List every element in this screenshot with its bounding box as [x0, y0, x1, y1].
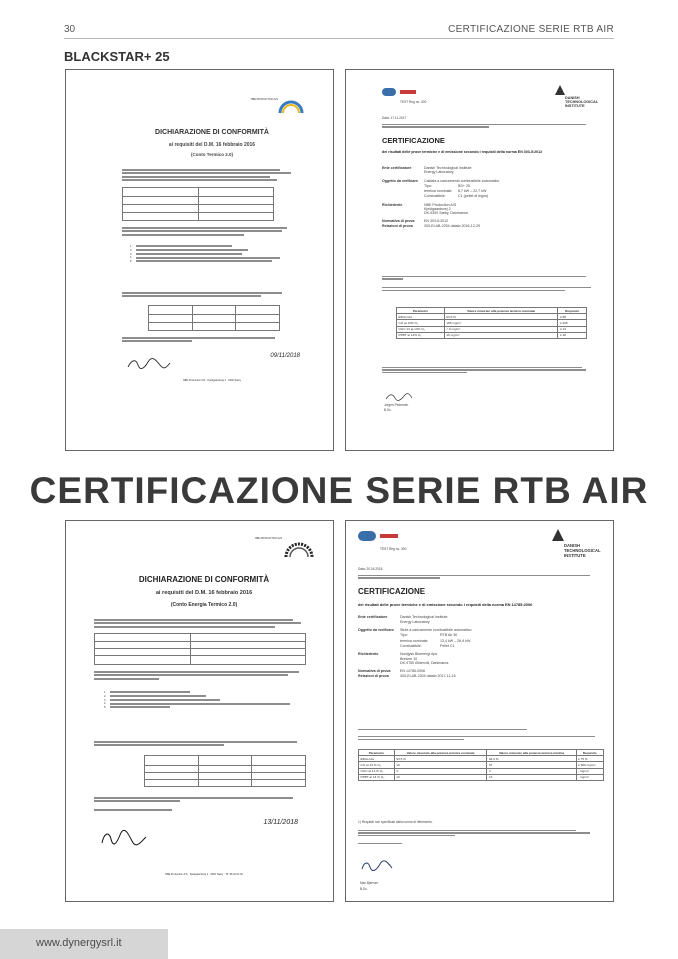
- signer-name: Max Bjerrum: [360, 881, 379, 885]
- declaration-body: [122, 167, 298, 183]
- declaration-scan-bottom: [88, 533, 320, 888]
- company-name: NBE PRODUCTION A/S: [250, 98, 278, 101]
- certificate-date: Data: 20.04.2018: [358, 567, 383, 571]
- declaration-text-2: [94, 739, 310, 748]
- declaration-subtitle-2: (Conto Energia Termico 2.0): [170, 602, 238, 608]
- running-title: CERTIFICAZIONE SERIE RTB AIR: [448, 24, 614, 35]
- declaration-values-table: [148, 305, 280, 331]
- declaration-body: [94, 617, 310, 629]
- header-divider: [64, 38, 614, 39]
- certificate-fields: Ente certificatore Danish Technological Institute Energy Laboratory Oggetto da verificare Stufa a caricamento combustibile automatico Tipo: RTB Air 30 termica nominale: 13,4 kW – 26,9 kW Combustibile: Pellet C1 Richiedente Nordjysk Bioenergi Aps Brinken 10 DK-9750 Østervrå, Danimarca Normativa di prova EN 14785:2006 Relazioni di prova 300-ELAB-2304 datato 2017-11-16: [358, 615, 472, 678]
- certificate-text: [382, 274, 595, 292]
- declaration-product-table: [122, 187, 274, 221]
- dti-mark-icon: [380, 534, 398, 538]
- declaration-date: 09/11/2018: [270, 353, 300, 359]
- test-logo-icon: [358, 531, 376, 541]
- declaration-title: DICHIARAZIONE DI CONFORMITÀ: [155, 129, 269, 136]
- brand-heading: BLACKSTAR+ 25: [64, 49, 170, 64]
- dti-logo-icon: [555, 85, 565, 95]
- declaration-list: 1. 2. 3. 4. 5.: [130, 245, 290, 264]
- certificate-frame-bottom: [345, 520, 614, 902]
- test-reg-no: TEST Reg no. 300: [380, 547, 407, 551]
- declaration-product-table: [94, 633, 306, 665]
- certificate-note: [358, 573, 600, 580]
- signature-icon: [384, 392, 414, 402]
- certificate-subheading: dei risultati delle prove termiche e di emissione secondo i requisiti della norma EN 14785:2006: [358, 602, 533, 607]
- website-link[interactable]: www.dynergysrl.it: [36, 937, 122, 949]
- declaration-footer: NBE Production A/S · Kjeldgaardsvej 2 · 9300 Sæby: [182, 379, 242, 382]
- declaration-subtitle: ai requisiti del D.M. 16 febbraio 2016: [168, 142, 256, 148]
- declaration-text-2: [122, 290, 296, 299]
- declaration-footer: NBE Production A/S · Kjeldgaardsvej 2 · 9300 Sæby · Tlf. 98 20 92 30: [165, 873, 243, 876]
- signature-icon: [100, 829, 148, 847]
- results-table: Parametro Valore misurato alla potenza termica nominale Requisito Efficienza 93,0 % ≥ 88 CO at 13% O₂ 185 mg/m³ ≤ 265 OGC 13 at 13% O₂ < 6 mg/m³ ≤ 13 PPBT at 13% O₂ 16 mg/m³ ≤ 18: [396, 307, 587, 339]
- certificate-heading: CERTIFICAZIONE: [358, 587, 426, 596]
- signer-title: B.Sc.: [360, 887, 368, 891]
- certificate-note: [382, 122, 595, 129]
- certificate-subheading: dei risultati delle prove termiche e di emissione secondo i requisiti della norma EN 303-5:2012: [382, 150, 543, 154]
- declaration-text: [122, 225, 296, 237]
- nbe-logo-icon: [278, 95, 304, 117]
- page-number: 30: [64, 24, 76, 35]
- section-title: CERTIFICAZIONE SERIE RTB AIR: [29, 470, 649, 511]
- certificate-date: Data: 17.11.2017: [382, 116, 407, 120]
- signature-icon: [360, 859, 394, 873]
- nbe-logo-icon: [282, 535, 316, 561]
- signer-name: Jorgen Pedersen: [384, 403, 409, 407]
- certificate-text-2: [382, 365, 595, 375]
- declaration-text-3: [94, 795, 310, 813]
- results-table: Parametro Valore misurato alla potenza termica nominale Valore misurato alla potenza termica minima Requisito Efficienza 93,5 % 94,9 % ≥ 75 % CO at 13 % O₂ 19 67 ≤ 500 mg/m³ OGC at 13 % O₂ 3 3 - mg/m³ PPBT at 13 % O₂ 12 13 - mg/m³: [358, 749, 604, 781]
- dti-logo-icon: [552, 529, 564, 541]
- certificate-page-top: [378, 82, 603, 432]
- declaration-values-table: [144, 755, 306, 787]
- certificate-page-bottom: [354, 525, 608, 897]
- certificate-fields: Ente certificatore Danish Technological Institute Energy Laboratory Oggetto da verificare Caldaia a caricamento combustibile automatico Tipo: BS+ 25 termica nominale: 6,7 kW – 22,7 kW Combustibile: C1 (pellet di legno) Richiedente NBE Production A/S Kjeldgaardsvej 2 DK-9300 Sæby, Danimarca Normativa di prova EN 303-5:2012 Relazioni di prova 300-ELAB-2254 datato 2016-12-29: [382, 166, 500, 229]
- declaration-text-3: [122, 335, 296, 344]
- company-name: NBE PRODUCTION A/S: [254, 537, 282, 540]
- signer-title: B.Sc.: [384, 408, 392, 412]
- dti-brand: DANISH TECHNOLOGICAL INSTITUTE: [565, 96, 599, 108]
- certificate-text-2: [358, 828, 600, 845]
- declaration-list: 1. 2. 3. 4. 5.: [104, 691, 304, 710]
- signature-icon: [126, 357, 172, 371]
- test-logo-icon: [382, 88, 396, 96]
- table-footnote: 1) Requisiti non specificati dalla norma di riferimento.: [358, 820, 433, 824]
- declaration-scan-top: [118, 95, 306, 390]
- declaration-frame-top: [65, 69, 334, 451]
- declaration-text: [94, 669, 310, 681]
- declaration-title: DICHIARAZIONE DI CONFORMITÀ: [138, 575, 270, 584]
- declaration-date: 13/11/2018: [263, 819, 298, 826]
- dti-mark-icon: [400, 90, 416, 94]
- test-reg-no: TEST Reg no. 300: [400, 100, 427, 104]
- certificate-text: [358, 727, 600, 742]
- certificate-heading: CERTIFICAZIONE: [382, 136, 445, 145]
- declaration-subtitle-2: (Conto Termico 2.0): [191, 152, 233, 157]
- declaration-frame-bottom: [65, 520, 334, 902]
- declaration-subtitle: ai requisiti del D.M. 16 febbraio 2016: [155, 590, 253, 596]
- certificate-frame-top: [345, 69, 614, 451]
- dti-brand: DANISH TECHNOLOGICAL INSTITUTE: [564, 543, 601, 558]
